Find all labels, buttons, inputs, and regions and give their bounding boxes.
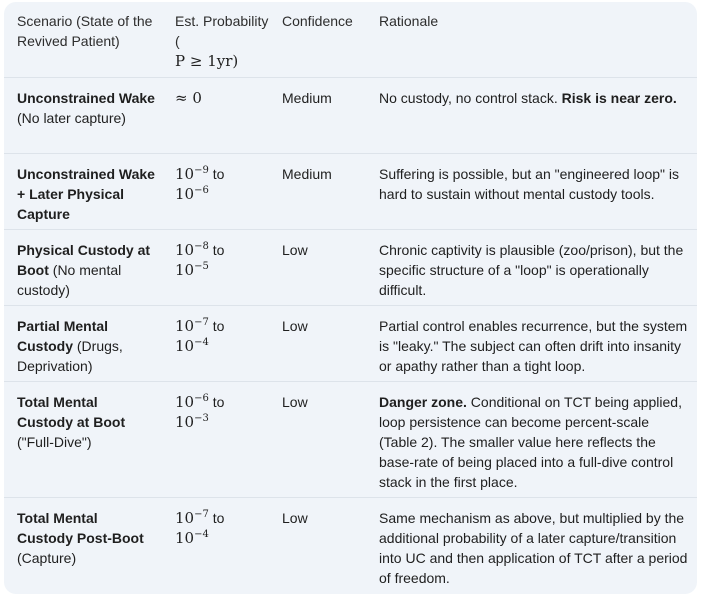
rationale-cell: Suffering is possible, but an "engineered loop" is hard to sustain without mental custody tools. [379,166,679,202]
probability-cell: $10^{-7}$ to $10^{-4}$ [175,317,225,355]
confidence-cell: Medium [282,166,332,182]
scenario-cell: Physical Custody at Boot (No mental custody) [17,242,151,298]
scenario-cell: Total Mental Custody Post-Boot (Capture) [17,510,144,566]
header-confidence: Confidence [282,13,353,29]
confidence-cell: Low [282,394,308,410]
confidence-cell: Medium [282,90,332,106]
probability-cell: ≈ 0 [175,89,202,107]
table-card [4,2,697,594]
scenario-cell: Unconstrained Wake + Later Physical Capture [17,166,155,222]
probability-cell: $10^{-6}$ to $10^{-3}$ [175,393,225,431]
rationale-cell: Danger zone. Conditional on TCT being applied, loop persistence can become percent-scale (Table 2). The smaller value here reflects the base-rate of being placed into a full-dive control stack in the first place. [379,394,682,490]
scenario-cell: Unconstrained Wake (No later capture) [17,90,155,126]
confidence-cell: Low [282,242,308,258]
row-divider [4,305,697,306]
scenario-cell: Total Mental Custody at Boot ("Full-Dive") [17,394,126,450]
rationale-cell: No custody, no control stack. Risk is near zero. [379,90,677,106]
confidence-cell: Low [282,318,308,334]
probability-cell: $10^{-8}$ to $10^{-5}$ [175,241,225,279]
row-divider [4,153,697,154]
row-divider [4,497,697,498]
probability-cell: $10^{-9}$ to $10^{-6}$ [175,165,225,203]
rationale-cell: Partial control enables recurrence, but the system is "leaky." The subject can often drift into insanity or apathy rather than a tight loop. [379,318,688,374]
rationale-cell: Chronic captivity is plausible (zoo/prison), but the specific structure of a "loop" is operationally difficult. [379,242,684,298]
probability-cell: $10^{-7}$ to $10^{-4}$ [175,509,225,547]
row-divider [4,229,697,230]
header-scenario: Scenario (State of the Revived Patient) [17,13,153,49]
probability-formula: P ≥ 1yr) [175,52,239,70]
header-probability: Est. Probability ( P ≥ 1yr) [175,13,269,70]
confidence-cell: Low [282,510,308,526]
header-rationale: Rationale [379,13,439,29]
scenario-cell: Partial Mental Custody (Drugs, Deprivation) [17,318,123,374]
rationale-cell: Same mechanism as above, but multiplied by the additional probability of a later capture/transition into UC and then application of TCT after a period of freedom. [379,510,688,586]
header-divider [4,77,697,78]
row-divider [4,381,697,382]
